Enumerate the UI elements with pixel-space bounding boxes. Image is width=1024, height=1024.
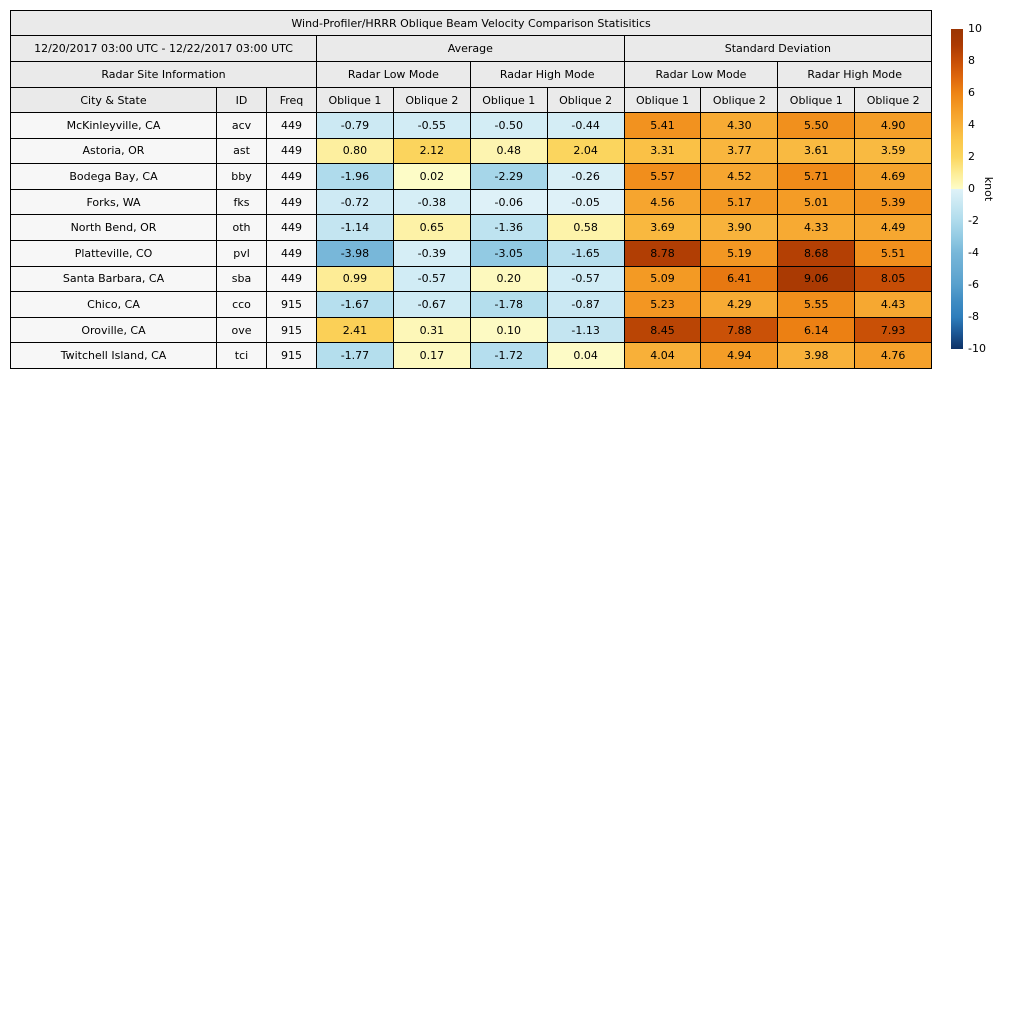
colorbar-tick-label: -10: [968, 342, 986, 355]
colorbar-tick-label: 4: [968, 118, 975, 131]
value-cell: 4.29: [701, 292, 778, 318]
value-cell: 5.19: [701, 241, 778, 267]
value-cell: 4.69: [855, 164, 932, 190]
value-cell: -0.05: [548, 190, 625, 216]
value-cell: 4.04: [625, 343, 702, 369]
value-cell: 5.51: [855, 241, 932, 267]
freq-cell: 449: [267, 241, 317, 267]
value-cell: 3.59: [855, 139, 932, 165]
freq-cell: 915: [267, 318, 317, 344]
value-cell: -0.38: [394, 190, 471, 216]
site-id-cell: ast: [217, 139, 267, 165]
value-cell: 4.76: [855, 343, 932, 369]
group-header-average: Average: [317, 36, 625, 62]
col-header-oblique: Oblique 1: [625, 88, 702, 113]
value-cell: 3.61: [778, 139, 855, 165]
freq-cell: 449: [267, 190, 317, 216]
value-cell: 4.33: [778, 215, 855, 241]
value-cell: 0.02: [394, 164, 471, 190]
site-id-cell: oth: [217, 215, 267, 241]
value-cell: 4.94: [701, 343, 778, 369]
value-cell: 8.68: [778, 241, 855, 267]
colorbar-tick-label: 0: [968, 182, 975, 195]
value-cell: -0.72: [317, 190, 394, 216]
value-cell: -2.29: [471, 164, 548, 190]
site-info-header: Radar Site Information: [11, 62, 317, 88]
site-id-cell: ove: [217, 318, 267, 344]
value-cell: -1.67: [317, 292, 394, 318]
value-cell: -1.78: [471, 292, 548, 318]
value-cell: 6.41: [701, 267, 778, 293]
freq-cell: 449: [267, 164, 317, 190]
value-cell: 5.57: [625, 164, 702, 190]
value-cell: 2.41: [317, 318, 394, 344]
value-cell: 0.17: [394, 343, 471, 369]
value-cell: 5.23: [625, 292, 702, 318]
stats-table: [10, 10, 932, 369]
value-cell: 7.88: [701, 318, 778, 344]
col-header-oblique: Oblique 2: [701, 88, 778, 113]
value-cell: 3.90: [701, 215, 778, 241]
value-cell: 2.12: [394, 139, 471, 165]
value-cell: -0.57: [548, 267, 625, 293]
value-cell: 4.30: [701, 113, 778, 139]
date-range: 12/20/2017 03:00 UTC - 12/22/2017 03:00 UTC: [11, 36, 317, 62]
site-id-cell: tci: [217, 343, 267, 369]
site-id-cell: acv: [217, 113, 267, 139]
city-state-cell: Twitchell Island, CA: [11, 343, 217, 369]
mode-header-sd-low: Radar Low Mode: [625, 62, 779, 88]
value-cell: 3.31: [625, 139, 702, 165]
value-cell: -0.67: [394, 292, 471, 318]
value-cell: 3.69: [625, 215, 702, 241]
value-cell: 0.99: [317, 267, 394, 293]
site-id-cell: fks: [217, 190, 267, 216]
colorbar-unit-label: knot: [982, 176, 995, 202]
value-cell: 5.71: [778, 164, 855, 190]
colorbar-gradient: [951, 29, 963, 349]
value-cell: 4.56: [625, 190, 702, 216]
city-state-cell: Santa Barbara, CA: [11, 267, 217, 293]
value-cell: 5.39: [855, 190, 932, 216]
value-cell: -0.44: [548, 113, 625, 139]
value-cell: -1.96: [317, 164, 394, 190]
city-state-cell: Astoria, OR: [11, 139, 217, 165]
value-cell: 8.78: [625, 241, 702, 267]
city-state-cell: Oroville, CA: [11, 318, 217, 344]
value-cell: 5.09: [625, 267, 702, 293]
colorbar-tick-label: 8: [968, 54, 975, 67]
value-cell: -1.14: [317, 215, 394, 241]
value-cell: 0.80: [317, 139, 394, 165]
value-cell: -0.26: [548, 164, 625, 190]
value-cell: -3.98: [317, 241, 394, 267]
value-cell: 0.20: [471, 267, 548, 293]
value-cell: 0.58: [548, 215, 625, 241]
value-cell: 5.50: [778, 113, 855, 139]
colorbar-tick-label: 2: [968, 150, 975, 163]
mode-header-avg-low: Radar Low Mode: [317, 62, 471, 88]
col-header-city-state: City & State: [11, 88, 217, 113]
value-cell: 4.43: [855, 292, 932, 318]
value-cell: 6.14: [778, 318, 855, 344]
site-id-cell: sba: [217, 267, 267, 293]
value-cell: -0.57: [394, 267, 471, 293]
col-header-oblique: Oblique 1: [317, 88, 394, 113]
value-cell: 4.90: [855, 113, 932, 139]
site-id-cell: bby: [217, 164, 267, 190]
value-cell: 5.01: [778, 190, 855, 216]
col-header-oblique: Oblique 1: [471, 88, 548, 113]
value-cell: 7.93: [855, 318, 932, 344]
value-cell: 4.52: [701, 164, 778, 190]
freq-cell: 449: [267, 113, 317, 139]
freq-cell: 449: [267, 267, 317, 293]
col-header-oblique: Oblique 1: [778, 88, 855, 113]
value-cell: 2.04: [548, 139, 625, 165]
city-state-cell: Platteville, CO: [11, 241, 217, 267]
city-state-cell: Bodega Bay, CA: [11, 164, 217, 190]
value-cell: -0.39: [394, 241, 471, 267]
value-cell: -0.55: [394, 113, 471, 139]
value-cell: 0.65: [394, 215, 471, 241]
value-cell: 0.31: [394, 318, 471, 344]
col-header-oblique: Oblique 2: [855, 88, 932, 113]
value-cell: -1.13: [548, 318, 625, 344]
freq-cell: 449: [267, 139, 317, 165]
site-id-cell: pvl: [217, 241, 267, 267]
site-id-cell: cco: [217, 292, 267, 318]
city-state-cell: Chico, CA: [11, 292, 217, 318]
value-cell: 5.17: [701, 190, 778, 216]
value-cell: 5.41: [625, 113, 702, 139]
value-cell: 4.49: [855, 215, 932, 241]
freq-cell: 449: [267, 215, 317, 241]
value-cell: -0.79: [317, 113, 394, 139]
colorbar-tick-label: -8: [968, 310, 979, 323]
col-header-id: ID: [217, 88, 267, 113]
value-cell: 0.04: [548, 343, 625, 369]
value-cell: 3.98: [778, 343, 855, 369]
value-cell: -0.50: [471, 113, 548, 139]
colorbar-tick-label: -2: [968, 214, 979, 227]
colorbar-tick-label: 6: [968, 86, 975, 99]
value-cell: -0.87: [548, 292, 625, 318]
colorbar-tick-label: -4: [968, 246, 979, 259]
col-header-oblique: Oblique 2: [548, 88, 625, 113]
value-cell: -0.06: [471, 190, 548, 216]
value-cell: -3.05: [471, 241, 548, 267]
col-header-oblique: Oblique 2: [394, 88, 471, 113]
value-cell: -1.65: [548, 241, 625, 267]
value-cell: -1.77: [317, 343, 394, 369]
city-state-cell: North Bend, OR: [11, 215, 217, 241]
value-cell: 8.05: [855, 267, 932, 293]
value-cell: 9.06: [778, 267, 855, 293]
colorbar: [951, 22, 1011, 355]
value-cell: -1.72: [471, 343, 548, 369]
value-cell: 0.48: [471, 139, 548, 165]
freq-cell: 915: [267, 292, 317, 318]
col-header-freq: Freq: [267, 88, 317, 113]
value-cell: -1.36: [471, 215, 548, 241]
colorbar-tick-label: 10: [968, 22, 982, 35]
freq-cell: 915: [267, 343, 317, 369]
city-state-cell: McKinleyville, CA: [11, 113, 217, 139]
value-cell: 8.45: [625, 318, 702, 344]
colorbar-tick-label: -6: [968, 278, 979, 291]
mode-header-sd-high: Radar High Mode: [778, 62, 932, 88]
group-header-std-dev: Standard Deviation: [625, 36, 933, 62]
mode-header-avg-high: Radar High Mode: [471, 62, 625, 88]
city-state-cell: Forks, WA: [11, 190, 217, 216]
value-cell: 0.10: [471, 318, 548, 344]
value-cell: 3.77: [701, 139, 778, 165]
figure-title: Wind-Profiler/HRRR Oblique Beam Velocity Comparison Statisitics: [11, 11, 932, 36]
value-cell: 5.55: [778, 292, 855, 318]
